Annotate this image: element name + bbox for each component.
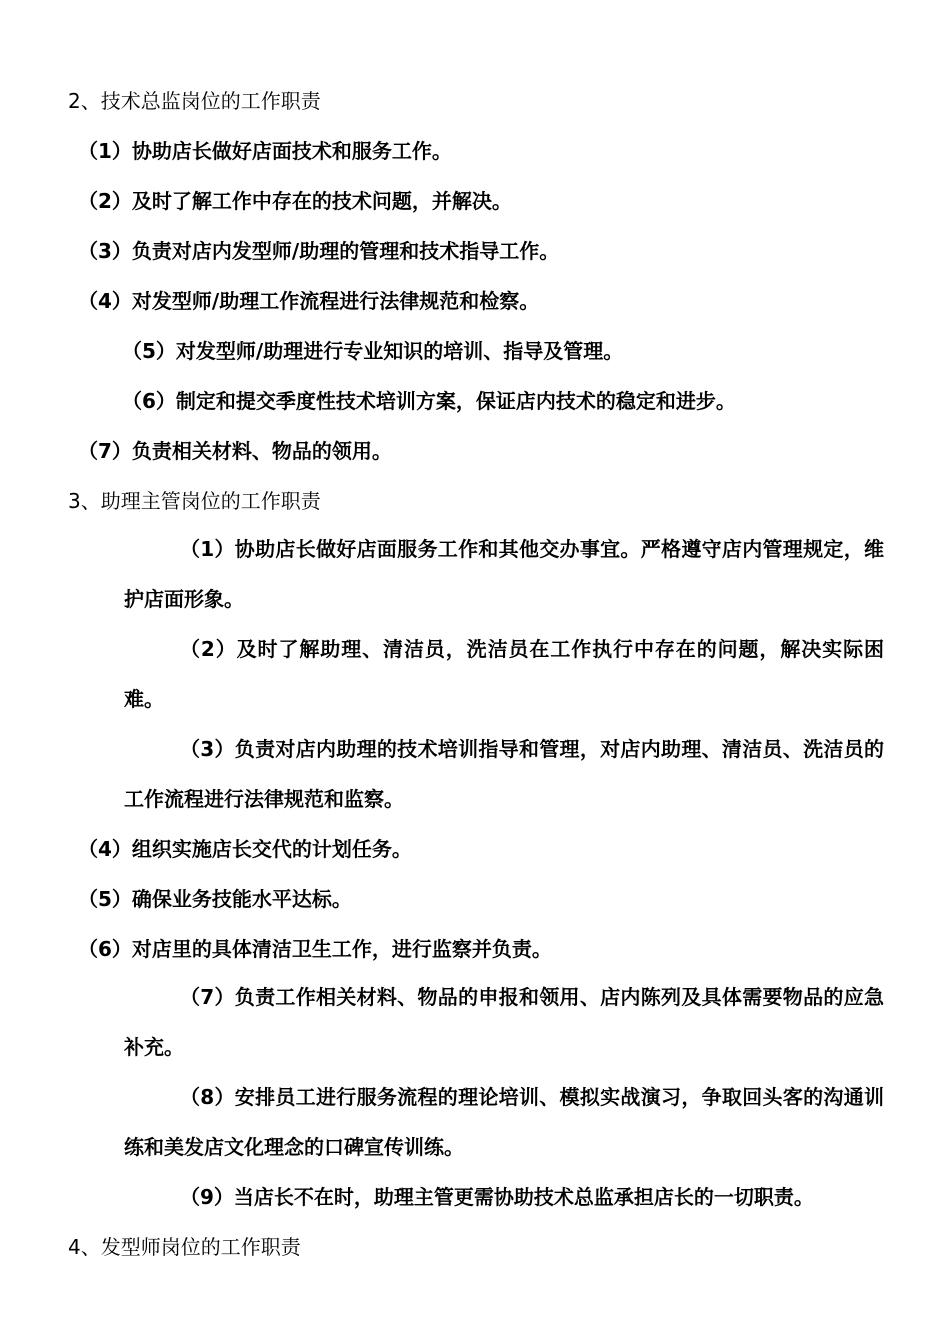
section-heading-2: 2、技术总监岗位的工作职责 [68,89,321,113]
list-item: （9）当店长不在时，助理主管更需协助技术总监承担店长的一切职责。 [180,1185,814,1209]
list-item: （8）安排员工进行服务流程的理论培训、模拟实战演习，争取回头客的沟通训练和美发店文化理念的口碑宣传训练。 [124,1085,884,1159]
list-item: （5）对发型师/助理进行专业知识的培训、指导及管理。 [122,339,624,363]
list-item: （7）负责相关材料、物品的领用。 [78,439,392,463]
section-heading-3: 3、助理主管岗位的工作职责 [68,489,321,513]
list-item: （7）负责工作相关材料、物品的申报和领用、店内陈列及具体需要物品的应急补充。 [124,985,884,1059]
list-item: （1）协助店长做好店面技术和服务工作。 [78,139,452,163]
list-item: （1）协助店长做好店面服务工作和其他交办事宜。严格遵守店内管理规定，维护店面形象。 [124,537,884,611]
list-item: （6）制定和提交季度性技术培训方案，保证店内技术的稳定和进步。 [122,389,736,413]
list-item: （3）负责对店内发型师/助理的管理和技术指导工作。 [78,239,560,263]
list-item: （2）及时了解助理、清洁员，洗洁员在工作执行中存在的问题，解决实际困难。 [124,637,884,711]
list-item: （4）组织实施店长交代的计划任务。 [78,837,412,861]
list-item: （5）确保业务技能水平达标。 [78,887,352,911]
list-item: （2）及时了解工作中存在的技术问题，并解决。 [78,189,512,213]
list-item: （4）对发型师/助理工作流程进行法律规范和检察。 [78,289,540,313]
list-item: （3）负责对店内助理的技术培训指导和管理，对店内助理、清洁员、洗洁员的工作流程进行法律规范和监察。 [124,737,884,811]
list-item: （6）对店里的具体清洁卫生工作，进行监察并负责。 [78,937,552,961]
section-heading-4: 4、发型师岗位的工作职责 [68,1235,301,1259]
